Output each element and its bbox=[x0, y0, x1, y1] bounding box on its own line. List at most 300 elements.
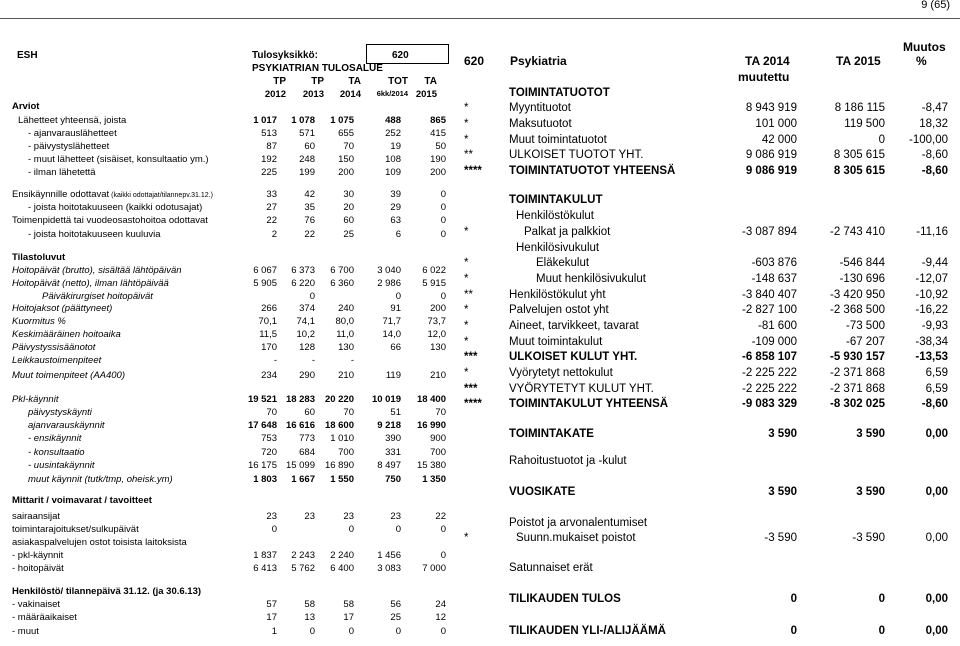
cell-value: 60 bbox=[304, 141, 315, 152]
cell-value: 200 bbox=[338, 167, 354, 178]
cell-value: 1 456 bbox=[377, 550, 401, 561]
cell-value: 6 400 bbox=[330, 563, 354, 574]
cell-value: 11,0 bbox=[336, 329, 354, 340]
cell-value: 6 bbox=[395, 229, 401, 240]
cell-value: 0,00 bbox=[925, 532, 948, 544]
table-row bbox=[12, 264, 448, 277]
cell-value: 6 067 bbox=[253, 265, 277, 276]
cell-value: 684 bbox=[299, 447, 315, 458]
cell-value: 1 010 bbox=[330, 433, 354, 444]
row-label: VYÖRYTETYT KULUT YHT. bbox=[509, 383, 654, 395]
row-label: VUOSIKATE bbox=[509, 486, 576, 498]
row-label: Henkilöstö/ tilannepäivä 31.12. (ja 30.6.13) bbox=[12, 586, 202, 597]
table-row bbox=[12, 277, 448, 290]
cell-value: 248 bbox=[299, 154, 315, 165]
cell-value: 9 086 919 bbox=[745, 149, 797, 161]
cell-value: -2 371 868 bbox=[830, 383, 885, 395]
row-label: Muut toimintakulut bbox=[509, 336, 603, 348]
cell-value: -2 743 410 bbox=[830, 226, 885, 238]
page-number: 9 (65) bbox=[921, 0, 950, 11]
unit-code-box bbox=[366, 44, 449, 64]
row-label: Henkilösivukulut bbox=[516, 242, 600, 254]
cell-value: 374 bbox=[299, 303, 315, 314]
row-label: Henkilöstökulut bbox=[516, 210, 594, 222]
table-row bbox=[12, 473, 448, 486]
cell-value: 234 bbox=[261, 370, 277, 381]
right-unit-name: Psykiatria bbox=[510, 54, 567, 68]
cell-value: 0 bbox=[440, 202, 446, 213]
cell-value: 18 400 bbox=[416, 394, 446, 405]
cell-value: -5 930 157 bbox=[830, 351, 885, 363]
cell-value: 22 bbox=[435, 511, 446, 522]
cell-value: 30 bbox=[343, 189, 354, 200]
cell-value: 9 218 bbox=[377, 420, 401, 431]
cell-value: 700 bbox=[338, 447, 354, 458]
cell-value: 42 000 bbox=[761, 134, 797, 146]
cell-value: 3 590 bbox=[856, 428, 885, 440]
table-row bbox=[464, 485, 954, 500]
cell-value: 108 bbox=[385, 154, 401, 165]
table-row bbox=[464, 133, 954, 148]
cell-value: 60 bbox=[343, 215, 354, 226]
cell-value: 5 905 bbox=[253, 278, 277, 289]
row-label: Päivystyssisäänotot bbox=[12, 342, 96, 353]
row-label: - muut lähetteet (sisäiset, konsultaatio ym.) bbox=[28, 154, 209, 165]
cell-value: -2 225 222 bbox=[742, 367, 797, 379]
cell-value: -12,07 bbox=[915, 273, 948, 285]
row-label: Rahoitustuotot ja -kulut bbox=[509, 455, 627, 467]
row-label: - päivystyslähetteet bbox=[28, 141, 110, 152]
row-label: TILIKAUDEN YLI-/ALIJÄÄMÄ bbox=[509, 625, 666, 637]
cell-value: 720 bbox=[261, 447, 277, 458]
cell-value: 900 bbox=[430, 433, 446, 444]
cell-value: 17 bbox=[343, 612, 354, 623]
table-row bbox=[12, 549, 448, 562]
row-label: Vyörytetyt nettokulut bbox=[509, 367, 613, 379]
cell-value: 70 bbox=[343, 407, 354, 418]
cell-value: -109 000 bbox=[751, 336, 797, 348]
cell-value: 0 bbox=[790, 625, 797, 637]
row-label: Mittarit / voimavarat / tavoitteet bbox=[12, 495, 152, 506]
cell-value: -8,60 bbox=[921, 165, 948, 177]
cell-value: 73,7 bbox=[427, 316, 446, 327]
row-note: (kaikki odottajat/tilannepv.31.12.) bbox=[109, 192, 213, 199]
table-row bbox=[464, 148, 954, 163]
org-label: ESH bbox=[17, 50, 38, 61]
cell-value: 210 bbox=[338, 370, 354, 381]
level-marker: * bbox=[464, 367, 469, 379]
table-row bbox=[464, 335, 954, 350]
table-row bbox=[12, 315, 448, 328]
cell-value: 91 bbox=[390, 303, 401, 314]
cell-value: 0 bbox=[440, 189, 446, 200]
cell-value: 33 bbox=[266, 189, 277, 200]
cell-value: 0 bbox=[395, 291, 401, 302]
cell-value: 8 186 115 bbox=[834, 102, 885, 114]
table-row bbox=[12, 369, 448, 382]
level-marker: * bbox=[464, 532, 469, 544]
table-row bbox=[464, 397, 954, 412]
table-row bbox=[464, 516, 954, 531]
table-row bbox=[464, 225, 954, 240]
cell-value: 200 bbox=[430, 167, 446, 178]
level-marker: * bbox=[464, 336, 469, 348]
table-row bbox=[12, 585, 448, 598]
cell-value: 35 bbox=[304, 202, 315, 213]
column-year: 2013 bbox=[302, 89, 324, 100]
cell-value: 0 bbox=[440, 291, 446, 302]
cell-value: 0 bbox=[309, 291, 315, 302]
level-marker: * bbox=[464, 257, 469, 269]
unit-name: PSYKIATRIAN TULOSALUE bbox=[252, 63, 383, 74]
cell-value: 19 bbox=[390, 141, 401, 152]
cell-value: 25 bbox=[390, 612, 401, 623]
cell-value: -546 844 bbox=[839, 257, 885, 269]
row-label: Aineet, tarvikkeet, tavarat bbox=[509, 320, 639, 332]
table-row bbox=[12, 432, 448, 445]
row-label: Muut toimintatuotot bbox=[509, 134, 607, 146]
cell-value: -3 590 bbox=[852, 532, 885, 544]
table-row bbox=[12, 393, 448, 406]
table-row bbox=[12, 494, 448, 507]
cell-value: 80,0 bbox=[335, 316, 354, 327]
column-year: 2015 bbox=[415, 89, 437, 100]
table-row bbox=[12, 302, 448, 315]
level-marker: * bbox=[464, 118, 469, 130]
cell-value: 16 890 bbox=[324, 460, 354, 471]
cell-value: -2 827 100 bbox=[742, 304, 797, 316]
cell-value: -3 840 407 bbox=[742, 289, 797, 301]
cell-value: 200 bbox=[430, 303, 446, 314]
cell-value: 25 bbox=[343, 229, 354, 240]
row-label: muut käynnit (tutk/tmp, oheisk.ym) bbox=[28, 474, 173, 485]
cell-value: -148 637 bbox=[751, 273, 797, 285]
cell-value: -8,60 bbox=[921, 398, 948, 410]
cell-value: 24 bbox=[435, 599, 446, 610]
cell-value: 58 bbox=[304, 599, 315, 610]
cell-value: 0 bbox=[878, 134, 885, 146]
cell-value: 170 bbox=[261, 342, 277, 353]
cell-value: -73 500 bbox=[845, 320, 885, 332]
cell-value: - bbox=[273, 355, 277, 366]
cell-value: -16,22 bbox=[915, 304, 948, 316]
cell-value: 6 700 bbox=[330, 265, 354, 276]
column-year: 6kk/2014 bbox=[376, 89, 408, 98]
cell-value: 0,00 bbox=[925, 593, 948, 605]
cell-value: 3 083 bbox=[377, 563, 401, 574]
cell-value: 56 bbox=[390, 599, 401, 610]
cell-value: -2 371 868 bbox=[830, 367, 885, 379]
column-year: 2012 bbox=[264, 89, 286, 100]
cell-value: 5 762 bbox=[291, 563, 315, 574]
cell-value: 0 bbox=[790, 593, 797, 605]
cell-value: -13,53 bbox=[915, 351, 948, 363]
cell-value: - bbox=[311, 355, 315, 366]
row-label: Satunnaiset erät bbox=[509, 562, 593, 574]
cell-value: 15 099 bbox=[285, 460, 315, 471]
cell-value: -11,16 bbox=[916, 226, 948, 238]
cell-value: 6 022 bbox=[422, 265, 446, 276]
level-marker: * bbox=[464, 304, 469, 316]
row-label: ULKOISET TUOTOT YHT. bbox=[509, 149, 644, 161]
row-label: sairaansijat bbox=[12, 511, 61, 522]
row-label: Toimenpidettä tai vuodeosastohoitoa odottavat bbox=[12, 215, 208, 226]
table-row bbox=[12, 536, 448, 549]
cell-value: 9 086 919 bbox=[745, 165, 797, 177]
row-label: - ensikäynnit bbox=[28, 433, 82, 444]
cell-value: 130 bbox=[430, 342, 446, 353]
cell-value: 5 915 bbox=[422, 278, 446, 289]
table-row bbox=[12, 446, 448, 459]
cell-value: -10,92 bbox=[915, 289, 948, 301]
cell-value: 19 521 bbox=[247, 394, 277, 405]
cell-value: 331 bbox=[385, 447, 401, 458]
cell-value: 0 bbox=[878, 625, 885, 637]
cell-value: 199 bbox=[299, 167, 315, 178]
row-label: Muut toimenpiteet (AA400) bbox=[12, 370, 126, 381]
table-row bbox=[12, 228, 448, 241]
row-label: toimintarajoitukset/sulkupäivät bbox=[12, 524, 139, 535]
cell-value: 70 bbox=[435, 407, 446, 418]
table-row bbox=[464, 624, 954, 639]
cell-value: 7 000 bbox=[422, 563, 446, 574]
cell-value: 1 550 bbox=[330, 474, 354, 485]
table-row bbox=[12, 188, 448, 201]
cell-value: 57 bbox=[266, 599, 277, 610]
cell-value: 71,7 bbox=[382, 316, 401, 327]
table-row bbox=[464, 382, 954, 397]
cell-value: 150 bbox=[338, 154, 354, 165]
col-percent: % bbox=[916, 54, 927, 68]
table-row bbox=[464, 86, 954, 101]
cell-value: 15 380 bbox=[416, 460, 446, 471]
cell-value: 753 bbox=[261, 433, 277, 444]
level-marker: * bbox=[464, 320, 469, 332]
row-label: Myyntituotot bbox=[509, 102, 571, 114]
cell-value: 23 bbox=[304, 511, 315, 522]
cell-value: 0 bbox=[440, 524, 446, 535]
cell-value: 87 bbox=[266, 141, 277, 152]
table-row bbox=[12, 201, 448, 214]
cell-value: 0 bbox=[395, 626, 401, 637]
table-row bbox=[464, 209, 954, 224]
cell-value: 29 bbox=[390, 202, 401, 213]
cell-value: 8 305 615 bbox=[833, 165, 885, 177]
cell-value: -9 083 329 bbox=[742, 398, 797, 410]
cell-value: 70,1 bbox=[258, 316, 277, 327]
column-year: 2014 bbox=[339, 89, 361, 100]
row-label: Eläkekulut bbox=[536, 257, 590, 269]
cell-value: 16 616 bbox=[285, 420, 315, 431]
table-row bbox=[464, 531, 954, 546]
row-label: - ajanvarauslähetteet bbox=[28, 128, 117, 139]
cell-value: 23 bbox=[390, 511, 401, 522]
row-label: asiakaspalvelujen ostot toisista laitoksista bbox=[12, 537, 187, 548]
cell-value: 101 000 bbox=[755, 118, 797, 130]
cell-value: 0 bbox=[395, 524, 401, 535]
table-row bbox=[12, 459, 448, 472]
cell-value: -3 087 894 bbox=[742, 226, 797, 238]
table-row bbox=[12, 562, 448, 575]
table-row bbox=[12, 127, 448, 140]
cell-value: 0 bbox=[440, 550, 446, 561]
row-label: Ensikäynnille odottavat (kaikki odottajat/tilannepv.31.12.) bbox=[12, 189, 213, 200]
cell-value: 63 bbox=[390, 215, 401, 226]
cell-value: 11,5 bbox=[259, 329, 277, 340]
level-marker: **** bbox=[464, 398, 482, 410]
cell-value: 109 bbox=[385, 167, 401, 178]
table-row bbox=[464, 117, 954, 132]
cell-value: 0,00 bbox=[925, 625, 948, 637]
row-label: Kuormitus % bbox=[12, 316, 66, 327]
cell-value: 0 bbox=[271, 524, 277, 535]
cell-value: 2 240 bbox=[330, 550, 354, 561]
row-label: Pkl-käynnit bbox=[12, 394, 59, 405]
cell-value: 225 bbox=[261, 167, 277, 178]
col-note-muutettu: muutettu bbox=[738, 70, 790, 84]
cell-value: 16 175 bbox=[247, 460, 277, 471]
cell-value: -603 876 bbox=[751, 257, 797, 269]
cell-value: 70 bbox=[266, 407, 277, 418]
row-label: Päiväkirurgiset hoitopäivät bbox=[42, 291, 153, 302]
table-row bbox=[12, 523, 448, 536]
cell-value: 0 bbox=[440, 215, 446, 226]
cell-value: 16 990 bbox=[416, 420, 446, 431]
cell-value: 190 bbox=[430, 154, 446, 165]
cell-value: 60 bbox=[304, 407, 315, 418]
cell-value: 1 837 bbox=[253, 550, 277, 561]
unit-code: 620 bbox=[392, 50, 409, 61]
table-row bbox=[12, 598, 448, 611]
cell-value: 0 bbox=[878, 593, 885, 605]
cell-value: 571 bbox=[299, 128, 315, 139]
table-row bbox=[464, 101, 954, 116]
row-label: Hoitopäivät (netto), ilman lähtöpäivää bbox=[12, 278, 169, 289]
cell-value: 6,59 bbox=[925, 383, 948, 395]
row-label: Tilastoluvut bbox=[12, 252, 66, 263]
cell-value: -3 420 950 bbox=[830, 289, 885, 301]
level-marker: **** bbox=[464, 165, 482, 177]
cell-value: 42 bbox=[304, 189, 315, 200]
table-row bbox=[464, 319, 954, 334]
row-label: - joista hoitotakuuseen (kaikki odotusajat) bbox=[28, 202, 203, 213]
row-label: ULKOISET KULUT YHT. bbox=[509, 351, 638, 363]
cell-value: 0 bbox=[440, 229, 446, 240]
level-marker: * bbox=[464, 226, 469, 238]
cell-value: 50 bbox=[435, 141, 446, 152]
row-label: - uusintakäynnit bbox=[28, 460, 95, 471]
row-label: - ilman lähetettä bbox=[28, 167, 96, 178]
header-divider bbox=[0, 18, 960, 19]
cell-value: 3 590 bbox=[768, 486, 797, 498]
table-row bbox=[464, 454, 954, 469]
table-row bbox=[464, 427, 954, 442]
cell-value: 1 803 bbox=[253, 474, 277, 485]
cell-value: 655 bbox=[338, 128, 354, 139]
row-label: TOIMINTAKATE bbox=[509, 428, 594, 440]
cell-value: 2 bbox=[271, 229, 277, 240]
row-label: Hoitojaksot (päättyneet) bbox=[12, 303, 113, 314]
table-row bbox=[12, 341, 448, 354]
cell-value: 12 bbox=[435, 612, 446, 623]
unit-label: Tulosyksikkö: bbox=[252, 50, 318, 61]
table-row bbox=[12, 153, 448, 166]
cell-value: 0 bbox=[348, 626, 354, 637]
cell-value: 128 bbox=[299, 342, 315, 353]
col-ta-2015: TA 2015 bbox=[836, 54, 881, 68]
cell-value: 6,59 bbox=[925, 367, 948, 379]
level-marker: * bbox=[464, 102, 469, 114]
cell-value: -100,00 bbox=[908, 134, 948, 146]
level-marker: *** bbox=[464, 351, 478, 363]
cell-value: -38,34 bbox=[915, 336, 948, 348]
table-row bbox=[12, 214, 448, 227]
cell-value: 6 413 bbox=[253, 563, 277, 574]
table-row bbox=[12, 140, 448, 153]
cell-value: 70 bbox=[343, 141, 354, 152]
table-row bbox=[12, 166, 448, 179]
cell-value: 0 bbox=[309, 626, 315, 637]
row-label: - hoitopäivät bbox=[12, 563, 64, 574]
row-label: Arviot bbox=[12, 101, 40, 112]
cell-value: -8,60 bbox=[921, 149, 948, 161]
table-row bbox=[12, 406, 448, 419]
row-label: TILIKAUDEN TULOS bbox=[509, 593, 621, 605]
cell-value: 39 bbox=[390, 189, 401, 200]
row-label: - konsultaatio bbox=[28, 447, 85, 458]
row-label: - pkl-käynnit bbox=[12, 550, 64, 561]
row-label: Leikkaustoimenpiteet bbox=[12, 355, 102, 366]
row-label: Poistot ja arvonalentumiset bbox=[509, 517, 648, 529]
cell-value: 0 bbox=[440, 626, 446, 637]
row-label: Lähetteet yhteensä, joista bbox=[18, 115, 127, 126]
cell-value: 6 220 bbox=[291, 278, 315, 289]
cell-value: 773 bbox=[299, 433, 315, 444]
row-label: - joista hoitotakuuseen kuuluvia bbox=[28, 229, 161, 240]
cell-value: -6 858 107 bbox=[742, 351, 797, 363]
row-label: - määräaikaiset bbox=[12, 612, 77, 623]
row-label: TOIMINTAKULUT YHTEENSÄ bbox=[509, 398, 669, 410]
column-type: TP bbox=[273, 76, 286, 87]
row-label: TOIMINTATUOTOT bbox=[509, 87, 610, 99]
cell-value: 390 bbox=[385, 433, 401, 444]
cell-value: 3 590 bbox=[768, 428, 797, 440]
cell-value: 76 bbox=[304, 215, 315, 226]
cell-value: 17 648 bbox=[247, 420, 277, 431]
cell-value: 488 bbox=[385, 115, 401, 126]
cell-value: 865 bbox=[430, 115, 446, 126]
table-row bbox=[464, 256, 954, 271]
cell-value: 266 bbox=[261, 303, 277, 314]
col-muutos: Muutos bbox=[903, 40, 946, 54]
row-label: - vakinaiset bbox=[12, 599, 61, 610]
table-row bbox=[464, 561, 954, 576]
cell-value: 58 bbox=[343, 599, 354, 610]
cell-value: 240 bbox=[338, 303, 354, 314]
col-ta-2014: TA 2014 bbox=[745, 54, 790, 68]
table-row bbox=[464, 288, 954, 303]
cell-value: 8 305 615 bbox=[833, 149, 885, 161]
table-row bbox=[12, 611, 448, 624]
cell-value: 8 497 bbox=[377, 460, 401, 471]
cell-value: 3 040 bbox=[377, 265, 401, 276]
cell-value: 1 667 bbox=[291, 474, 315, 485]
cell-value: 1 075 bbox=[330, 115, 354, 126]
cell-value: 18 283 bbox=[285, 394, 315, 405]
cell-value: 3 590 bbox=[856, 486, 885, 498]
row-label: ajanvarauskäynnit bbox=[28, 420, 105, 431]
cell-value: 750 bbox=[385, 474, 401, 485]
